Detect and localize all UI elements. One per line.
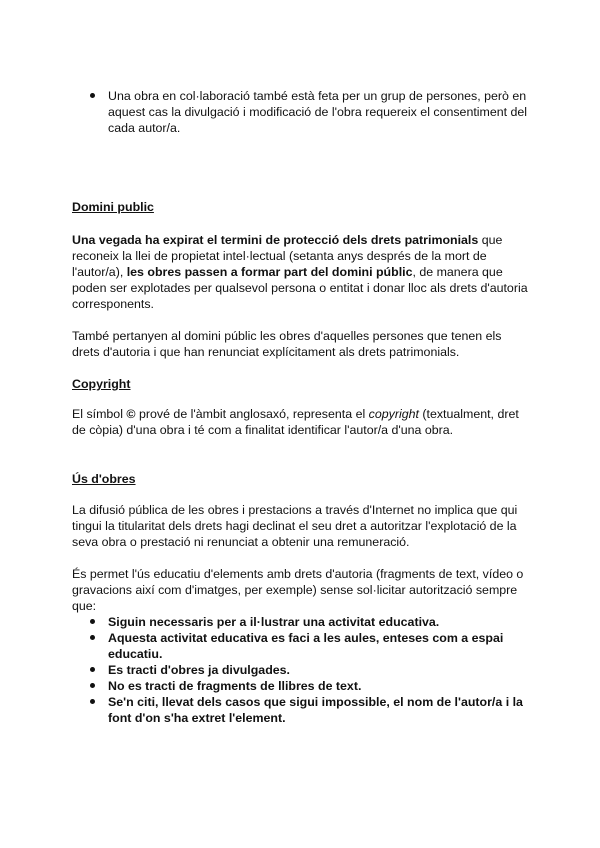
- heading-domini-public: Domini public: [72, 200, 154, 214]
- list-item: [72, 678, 532, 694]
- text-span: que reconeix la llei de propietat intel·lectual (setanta anys després de la mort de l'autor/a),: [72, 233, 503, 279]
- paragraph-us-obres-1: La difusió pública de les obres i prestacions a través d'Internet no implica que qui tingui la titularitat dels drets hagi declinat el seu dret a autoritzar l'explotació de la seva obra o prestació ni renunciat a obtenir una remuneració.: [72, 503, 518, 549]
- bullet-icon: [90, 699, 95, 704]
- bullet-icon: [90, 619, 95, 624]
- list-item: [72, 614, 532, 630]
- list-item-text: Aquesta activitat educativa es faci a les aules, enteses com a espai educatiu.: [108, 631, 504, 661]
- conditions-bullet-list: [72, 614, 532, 726]
- text-span: El símbol: [72, 407, 127, 421]
- text-span: prové de l'àmbit anglosaxó, representa el: [135, 407, 369, 421]
- paragraph-us-obres-2: És permet l'ús educatiu d'elements amb drets d'autoria (fragments de text, vídeo o gravacions així com d'imatges, per exemple) sense sol·licitar autorització sempre que:: [72, 567, 524, 613]
- italic-text: copyright: [368, 407, 419, 421]
- bullet-icon: [90, 683, 95, 688]
- list-item-text: Es tracti d'obres ja divulgades.: [108, 663, 290, 677]
- list-item-text: Siguin necessaris per a il·lustrar una activitat educativa.: [108, 615, 440, 629]
- heading-copyright: Copyright: [72, 377, 131, 391]
- bold-text: Una vegada ha expirat el termini de protecció dels drets patrimonials: [72, 233, 479, 247]
- text-span: (textualment, dret de còpia) d'una obra i té com a finalitat identificar l'autor/a d'una obra.: [72, 407, 519, 437]
- list-item-text: No es tracti de fragments de llibres de text.: [108, 679, 362, 693]
- paragraph-domini-public-2: També pertanyen al domini públic les obres d'aquelles persones que tenen els drets d'autoria i que han renunciat explícitament als drets patrimonials.: [72, 329, 502, 359]
- intro-bullet-list: [72, 88, 532, 136]
- list-item-text: Una obra en col·laboració també està feta per un grup de persones, però en aquest cas la divulgació i modificació de l'obra requereix el consentiment del cada autor/a.: [108, 89, 528, 135]
- bullet-icon: [90, 93, 95, 98]
- heading-us-obres: Ús d'obres: [72, 472, 136, 486]
- paragraph-domini-public-1: [72, 232, 532, 312]
- copyright-symbol: ©: [126, 407, 136, 421]
- list-item: [72, 630, 532, 662]
- list-item-text: Se'n citi, llevat dels casos que sigui impossible, el nom de l'autor/a i la font d'on s'ha extret l'element.: [108, 695, 523, 725]
- bullet-icon: [90, 635, 95, 640]
- list-item: [72, 662, 532, 678]
- paragraph-copyright: [72, 406, 532, 438]
- text-span: , de manera que poden ser explotades per qualsevol persona o entitat i donar lloc als drets d'autoria corresponents.: [72, 265, 528, 311]
- bold-text: les obres passen a formar part del domini públic: [126, 265, 413, 279]
- bullet-icon: [90, 667, 95, 672]
- list-item: [72, 694, 532, 726]
- list-item: [72, 88, 532, 136]
